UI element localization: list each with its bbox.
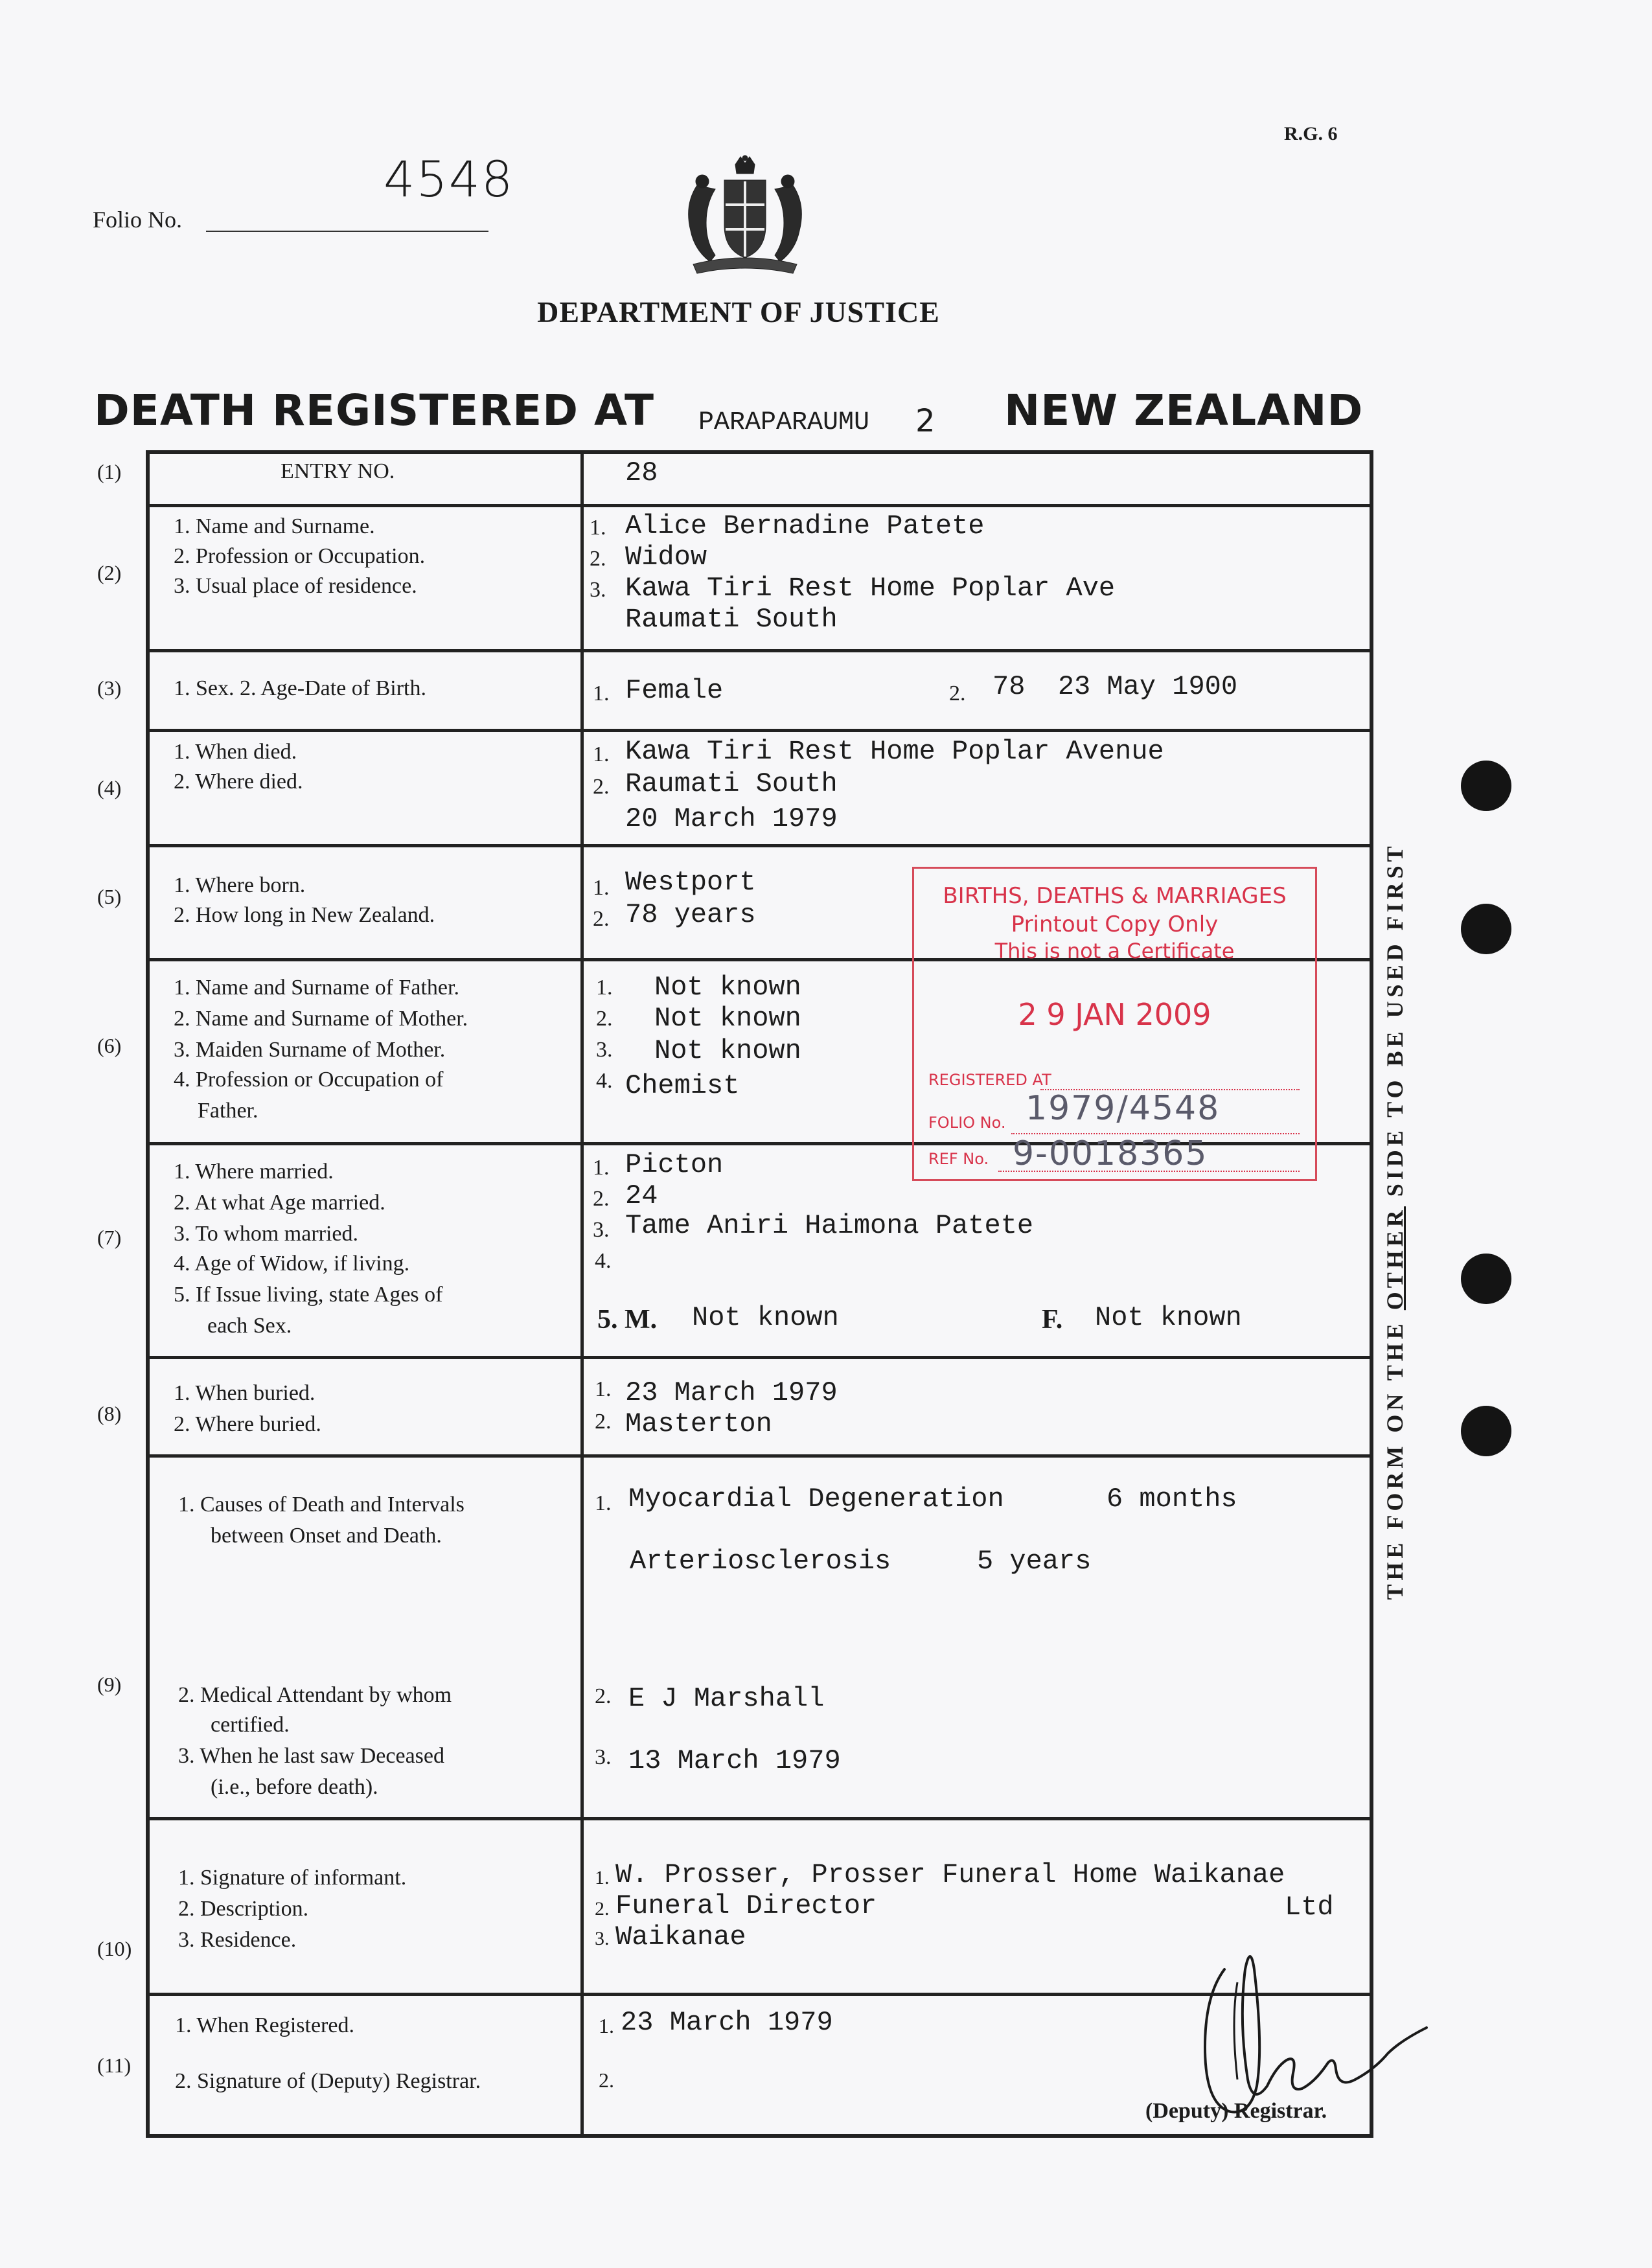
item-prefix: 2. <box>595 1684 612 1708</box>
name-surname-value: Alice Bernadine Patete <box>625 510 985 542</box>
field-label: 2. At what Age married. <box>174 1191 385 1215</box>
residence-value: Kawa Tiri Rest Home Poplar Ave <box>625 573 1116 604</box>
section-number: (9) <box>97 1673 122 1696</box>
row-divider <box>146 729 1373 732</box>
item-prefix: 1. <box>595 1377 612 1401</box>
section-number: (4) <box>97 776 122 799</box>
row-divider <box>146 844 1373 847</box>
item-prefix: 3. <box>595 1928 610 1949</box>
section-number: (3) <box>97 676 122 700</box>
department-heading: DEPARTMENT OF JUSTICE <box>537 295 940 328</box>
row-divider <box>146 649 1373 652</box>
field-label: 2. Medical Attendant by whom <box>178 1683 452 1707</box>
informant-value: W. Prosser, Prosser Funeral Home Waikanae <box>615 1859 1285 1890</box>
item-prefix: 2. <box>595 1898 610 1919</box>
form-code: R.G. 6 <box>1284 123 1338 144</box>
stamp-date: 2 9 JAN 2009 <box>1018 997 1211 1032</box>
description-value: Funeral Director <box>615 1890 877 1921</box>
field-label: 1. Name and Surname of Father. <box>174 976 459 1000</box>
years-in-nz-value: 78 years <box>625 899 756 930</box>
date-registered-value: 23 March 1979 <box>621 2007 833 2038</box>
registration-place: PARAPARAUMU <box>698 408 870 437</box>
folio-underline <box>206 231 488 232</box>
spouse-value: Tame Aniri Haimona Patete <box>625 1210 1034 1241</box>
sex-value: Female <box>625 675 724 706</box>
item-prefix: 1. <box>593 1156 610 1180</box>
field-label: 1. Sex. 2. Age-Date of Birth. <box>174 676 426 700</box>
item-prefix: 2. <box>599 2068 614 2092</box>
row-divider <box>146 1817 1373 1820</box>
residence-informant-value: Waikanae <box>615 1921 746 1953</box>
field-label: 2. Description. <box>178 1897 309 1921</box>
field-label: 3. Usual place of residence. <box>174 574 417 598</box>
deputy-registrar-caption: (Deputy) Registrar. <box>1145 2099 1327 2123</box>
folio-label: Folio No. <box>93 207 183 233</box>
item-prefix: 4. <box>595 1249 612 1273</box>
title-new-zealand: NEW ZEALAND <box>1004 385 1364 435</box>
item-prefix: 1. <box>599 2014 614 2037</box>
punch-hole <box>1461 1254 1511 1304</box>
issue-male-label: 5. M. <box>597 1305 658 1334</box>
punch-hole <box>1461 904 1511 954</box>
section-number: (11) <box>97 2054 132 2077</box>
stamp-folio-label: FOLIO No. <box>928 1114 1006 1132</box>
section-number: (1) <box>97 460 122 483</box>
field-label: 1. When Registered. <box>175 2013 354 2037</box>
punch-hole <box>1461 761 1511 811</box>
stamp-subtitle: Printout Copy Only <box>1011 911 1219 937</box>
item-prefix: 2. <box>593 907 610 931</box>
item-prefix: 1. <box>595 1867 610 1888</box>
place-died-value: Kawa Tiri Rest Home Poplar Avenue <box>625 736 1164 767</box>
mother-maiden-value: Not known <box>654 1035 801 1066</box>
stamp-registered-at-label: REGISTERED AT <box>928 1071 1051 1089</box>
stamp-ref-label: REF No. <box>928 1150 989 1168</box>
field-label: 3. When he last saw Deceased <box>178 1744 444 1768</box>
field-label: 2. How long in New Zealand. <box>174 903 435 927</box>
occupation-value: Widow <box>625 542 707 573</box>
date-buried-value: 23 March 1979 <box>625 1377 838 1408</box>
section-number: (2) <box>97 561 122 584</box>
field-label: certified. <box>211 1713 290 1737</box>
item-prefix: 1. <box>596 976 613 1000</box>
age-married-value: 24 <box>625 1180 658 1211</box>
item-prefix: 1. <box>593 682 610 705</box>
issue-male-value: Not known <box>692 1302 839 1333</box>
father-name-value: Not known <box>654 972 801 1003</box>
item-prefix: 1. <box>595 1491 612 1515</box>
field-label: 2. Signature of (Deputy) Registrar. <box>175 2069 481 2093</box>
item-prefix: 2. <box>595 1410 612 1434</box>
field-label: 1. Where born. <box>174 873 306 897</box>
field-label: (i.e., before death). <box>211 1775 378 1799</box>
date-died-value: 20 March 1979 <box>625 803 838 834</box>
cause-of-death-value: Myocardial Degeneration <box>628 1483 1004 1515</box>
field-label: 1. Name and Surname. <box>174 514 375 538</box>
title-death-registered: DEATH REGISTERED AT <box>94 385 654 435</box>
field-label: Father. <box>198 1099 258 1123</box>
last-seen-value: 13 March 1979 <box>628 1745 841 1776</box>
section-number: (5) <box>97 885 122 908</box>
field-label: 2. Name and Surname of Mother. <box>174 1007 468 1031</box>
place-died-value: Raumati South <box>625 768 838 799</box>
cause-of-death-value: Arteriosclerosis <box>630 1546 891 1577</box>
field-label: 4. Age of Widow, if living. <box>174 1252 410 1276</box>
residence-value: Raumati South <box>625 604 838 635</box>
stamp-title: BIRTHS, DEATHS & MARRIAGES <box>943 883 1287 909</box>
item-prefix: 3. <box>590 578 606 602</box>
father-occupation-value: Chemist <box>625 1070 740 1101</box>
section-number: (7) <box>97 1226 122 1249</box>
field-label: 1. Where married. <box>174 1160 334 1184</box>
side-text-part: THE FORM ON THE <box>1382 1320 1408 1600</box>
side-instruction <box>1381 800 1408 1642</box>
item-prefix: 4. <box>596 1069 613 1093</box>
stamp-notice: This is not a Certificate <box>994 939 1235 963</box>
field-label: 1. Causes of Death and Intervals <box>178 1493 465 1517</box>
field-label: 4. Profession or Occupation of <box>174 1068 444 1092</box>
side-text-part: SIDE TO BE USED FIRST <box>1382 842 1408 1197</box>
registration-place-number: 2 <box>915 403 935 439</box>
item-prefix: 2. <box>949 682 966 705</box>
place-married-value: Picton <box>625 1149 724 1180</box>
field-label: 1. When buried. <box>174 1381 315 1405</box>
item-prefix: 1. <box>593 742 610 766</box>
folio-number: 4548 <box>384 150 514 208</box>
printout-stamp <box>912 867 1317 1181</box>
entry-no-value: 28 <box>625 457 658 488</box>
field-label: 2. Profession or Occupation. <box>174 544 426 568</box>
cause-interval-value: 5 years <box>977 1546 1092 1577</box>
section-number: (8) <box>97 1402 122 1425</box>
item-prefix: 2. <box>590 547 606 571</box>
item-prefix: 2. <box>593 775 610 799</box>
stamp-folio-value: 1979/4548 <box>1026 1089 1221 1128</box>
field-label: 1. Signature of informant. <box>178 1866 407 1890</box>
field-label: 2. Where died. <box>174 770 303 794</box>
item-prefix: 3. <box>593 1218 610 1242</box>
mother-name-value: Not known <box>654 1003 801 1034</box>
cause-interval-value: 6 months <box>1107 1483 1237 1515</box>
section-number: (6) <box>97 1034 122 1057</box>
field-label: each Sex. <box>207 1314 292 1338</box>
field-label: 3. To whom married. <box>174 1222 358 1246</box>
row-divider <box>146 504 1373 507</box>
row-divider <box>146 1454 1373 1458</box>
field-label: 2. Where buried. <box>174 1412 321 1436</box>
item-prefix: 1. <box>593 876 610 900</box>
place-buried-value: Masterton <box>625 1408 772 1439</box>
field-label: 3. Maiden Surname of Mother. <box>174 1038 446 1062</box>
field-label: 3. Residence. <box>178 1928 297 1952</box>
row-divider <box>146 1356 1373 1359</box>
birthplace-value: Westport <box>625 867 756 898</box>
issue-female-value: Not known <box>1095 1302 1242 1333</box>
side-text-underlined: OTHER <box>1382 1206 1408 1311</box>
field-label: between Onset and Death. <box>211 1524 442 1548</box>
coat-of-arms-icon <box>674 153 816 282</box>
item-prefix: 3. <box>596 1038 613 1062</box>
field-label: 5. If Issue living, state Ages of <box>174 1283 443 1307</box>
item-prefix: 2. <box>596 1007 613 1031</box>
column-divider <box>580 450 584 2138</box>
item-prefix: 2. <box>593 1187 610 1211</box>
punch-hole <box>1461 1406 1511 1456</box>
item-prefix: 1. <box>590 516 606 540</box>
field-label: 1. When died. <box>174 740 297 764</box>
issue-female-label: F. <box>1042 1305 1063 1334</box>
item-prefix: 3. <box>595 1745 612 1769</box>
section-number: (10) <box>97 1937 132 1960</box>
age-dob-value: 78 23 May 1900 <box>992 671 1238 702</box>
medical-attendant-value: E J Marshall <box>628 1683 825 1714</box>
informant-value-continued: Ltd <box>1285 1892 1334 1923</box>
entry-no-label: ENTRY NO. <box>281 459 395 483</box>
stamp-ref-value: 9-0018365 <box>1013 1134 1208 1173</box>
